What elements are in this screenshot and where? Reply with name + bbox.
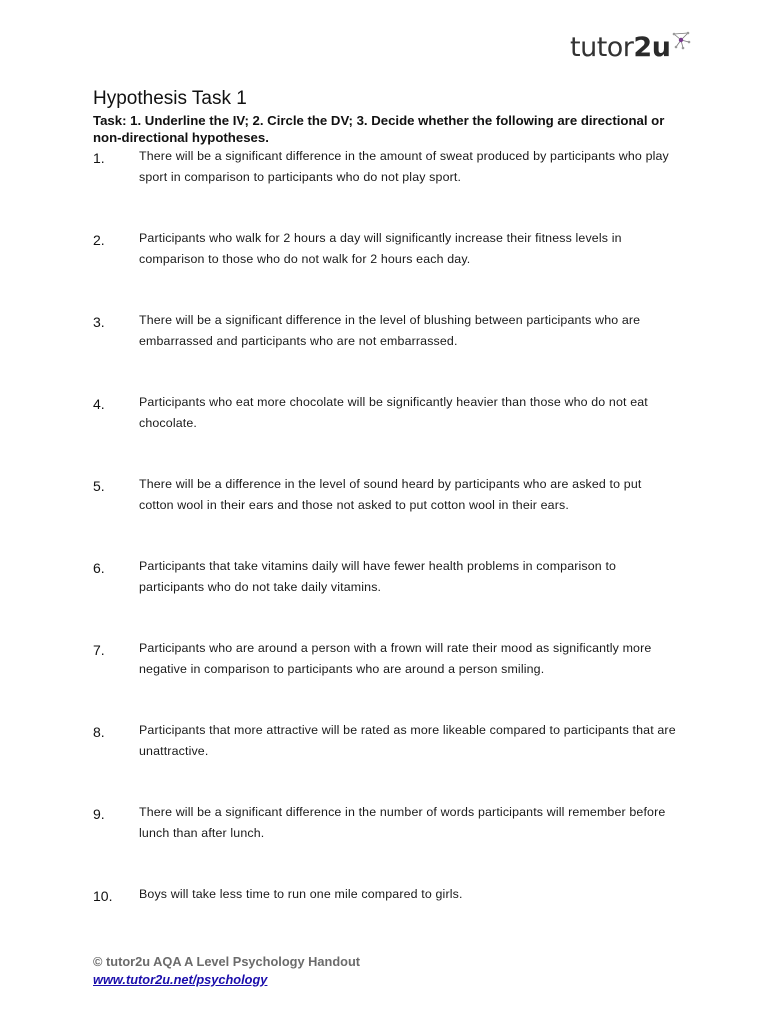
item-number: 7. (93, 642, 105, 658)
hypothesis-list (93, 146, 678, 966)
list-item (93, 392, 678, 474)
item-number: 5. (93, 478, 105, 494)
list-item (93, 146, 678, 228)
item-number: 2. (93, 232, 105, 248)
item-text: There will be a significant difference in the level of blushing between participants who are embarrassed and participants who are not embarrassed. (139, 313, 641, 348)
item-number: 6. (93, 560, 105, 576)
item-text: There will be a difference in the level of sound heard by participants who are asked to put cotton wool in their ears and those not asked to put cotton wool in their ears. (139, 477, 642, 512)
page-footer (93, 953, 360, 989)
item-number: 8. (93, 724, 105, 740)
item-number: 3. (93, 314, 105, 330)
list-item (93, 310, 678, 392)
task-instructions: Task: 1. Underline the IV; 2. Circle the DV; 3. Decide whether the following are directional or non-directional hypotheses. (93, 113, 665, 145)
item-text: There will be a significant difference in the number of words participants will remember before lunch than after lunch. (139, 805, 666, 840)
item-text: There will be a significant difference in the amount of sweat produced by participants who play sport in comparison to participants who do not play sport. (139, 149, 669, 184)
item-text: Participants that more attractive will be rated as more likeable compared to participants that are unattractive. (139, 723, 676, 758)
item-number: 9. (93, 806, 105, 822)
logo-wordmark (570, 28, 670, 68)
logo-network-icon (671, 30, 691, 50)
document-title: Hypothesis Task 1 (93, 88, 247, 109)
item-text: Participants that take vitamins daily will have fewer health problems in comparison to participants who do not take daily vitamins. (139, 559, 617, 594)
item-text: Boys will take less time to run one mile compared to girls. (139, 887, 463, 901)
logo-text-accent: 2u (633, 32, 671, 63)
logo-text-main: tutor (570, 32, 634, 63)
item-number: 4. (93, 396, 105, 412)
list-item (93, 228, 678, 310)
list-item (93, 474, 678, 556)
list-item (93, 720, 678, 802)
item-number: 10. (93, 888, 113, 904)
list-item (93, 802, 678, 884)
list-item (93, 556, 678, 638)
item-text: Participants who eat more chocolate will be significantly heavier than those who do not eat chocolate. (139, 395, 648, 430)
item-number: 1. (93, 150, 105, 166)
footer-website-link[interactable]: www.tutor2u.net/psychology (93, 972, 268, 987)
tutor2u-logo (570, 28, 691, 68)
list-item (93, 638, 678, 720)
footer-copyright: © tutor2u AQA A Level Psychology Handout (93, 954, 361, 969)
item-text: Participants who walk for 2 hours a day will significantly increase their fitness levels in comparison to those who do not walk for 2 hours each day. (139, 231, 622, 266)
item-text: Participants who are around a person with a frown will rate their mood as significantly more negative in comparison to participants who are around a person smiling. (139, 641, 652, 676)
